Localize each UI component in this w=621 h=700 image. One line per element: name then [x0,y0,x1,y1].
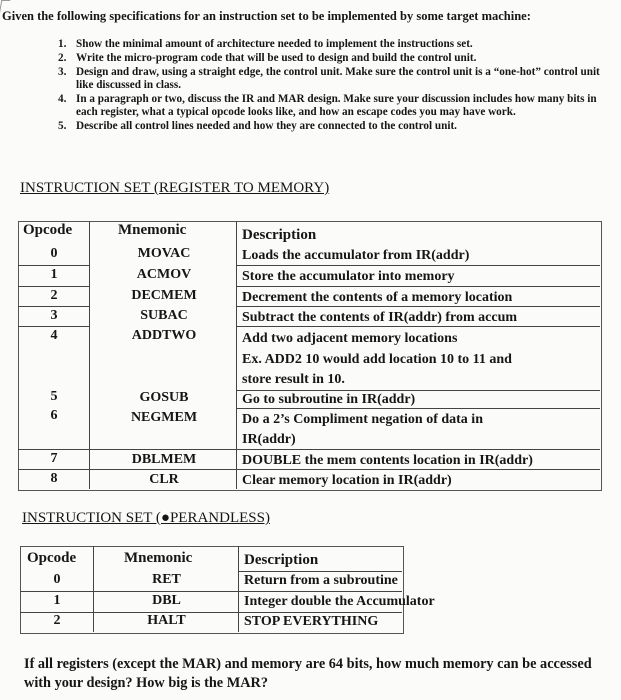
spec-item: 2. Write the micro-program code that will be used to design and build the control unit. [58,52,477,64]
description-cell: Ex. ADD2 10 would add location 10 to 11 and [242,352,512,367]
description-cell: Decrement the contents of a memory location [242,290,513,305]
description-cell: Clear memory location in IR(addr) [242,473,452,488]
description-cell: Go to subroutine in IR(addr) [242,392,416,407]
mnemonic-cell: GOSUB [139,390,189,405]
spec-item: 1. Show the minimal amount of architecture needed to implement the instructions set. [58,38,473,50]
table1-rule [18,469,600,470]
intro-text: Given the following specifications for an instruction set to be implemented by some target machine: [2,9,531,23]
table2-divider [238,546,239,632]
mnemonic-cell: CLR [149,472,179,487]
table1-rule [18,449,600,450]
description-cell: Return from a subroutine [244,573,398,588]
opcode-cell: 2 [50,288,58,303]
description-cell: DOUBLE the mem contents location in IR(addr) [242,453,533,468]
mnemonic-cell: ADDTWO [131,328,197,343]
description-cell: Do a 2’s Compliment negation of data in [242,412,483,427]
mnemonic-cell: SUBAC [140,308,188,323]
table2-header-opcode: Opcode [27,550,77,566]
mnemonic-cell: HALT [147,613,186,628]
description-cell: STOP EVERYTHING [244,614,379,629]
description-cell: Subtract the contents of IR(addr) from accum [242,310,518,325]
table2-title: INSTRUCTION SET (●PERANDLESS) [22,510,270,526]
mnemonic-cell: DECMEM [131,288,197,303]
mnemonic-cell: ACMOV [136,267,192,282]
opcode-cell: 7 [50,451,58,466]
memory-question: If all registers (except the MAR) and memory are 64 bits, how much memory can be accessed with your design? How big is the MAR? [24,656,592,691]
description-cell: IR(addr) [242,432,296,447]
table2-header-description: Description [244,552,319,568]
table1-rule [237,306,600,307]
description-cell: Loads the accumulator from IR(addr) [242,248,470,263]
mnemonic-cell: DBL [152,593,181,608]
mnemonic-cell: DBLMEM [131,452,197,467]
opcode-cell: 1 [53,593,61,608]
opcode-cell: 3 [50,308,58,323]
table1-rule [237,408,600,409]
opcode-cell: 8 [50,471,58,486]
table1-rule [237,286,600,287]
description-cell: Integer double the Accumulator [244,594,435,609]
table1-rule [237,265,600,266]
opcode-cell: 1 [50,267,58,282]
table1-header-opcode: Opcode [23,222,73,238]
table1-header-description: Description [242,227,317,243]
opcode-cell: 0 [53,572,61,587]
table1-rule [237,326,600,327]
opcode-cell: 4 [50,328,58,343]
mnemonic-cell: RET [152,572,181,587]
description-cell: Store the accumulator into memory [242,269,455,284]
opcode-cell: 5 [50,389,58,404]
table2-header-mnemonic: Mnemonic [124,550,193,566]
spec-item: 3. Design and draw, using a straight edge, the control unit. Make sure the control unit is a “one-hot” control unit like discussed in class. [58,66,600,91]
description-cell: Add two adjacent memory locations [242,331,458,346]
description-cell: store result in 10. [242,372,345,387]
opcode-cell: 6 [50,408,58,423]
spec-item: 4. In a paragraph or two, discuss the IR and MAR design. Make sure your discussion includes how many bits in each register, what a typical opcode looks like, and how an escape codes you may have work. [58,93,597,118]
mnemonic-cell: NEGMEM [130,410,198,425]
opcode-cell: 2 [53,613,61,628]
table1-title: INSTRUCTION SET (REGISTER TO MEMORY) [20,180,330,196]
specification-list [48,38,608,134]
mnemonic-cell: MOVAC [137,246,191,261]
table1-header-mnemonic: Mnemonic [118,222,187,238]
spec-item: 5. Describe all control lines needed and how they are connected to the control unit. [58,120,457,132]
table2-divider [93,546,94,632]
opcode-cell: 0 [50,246,58,261]
